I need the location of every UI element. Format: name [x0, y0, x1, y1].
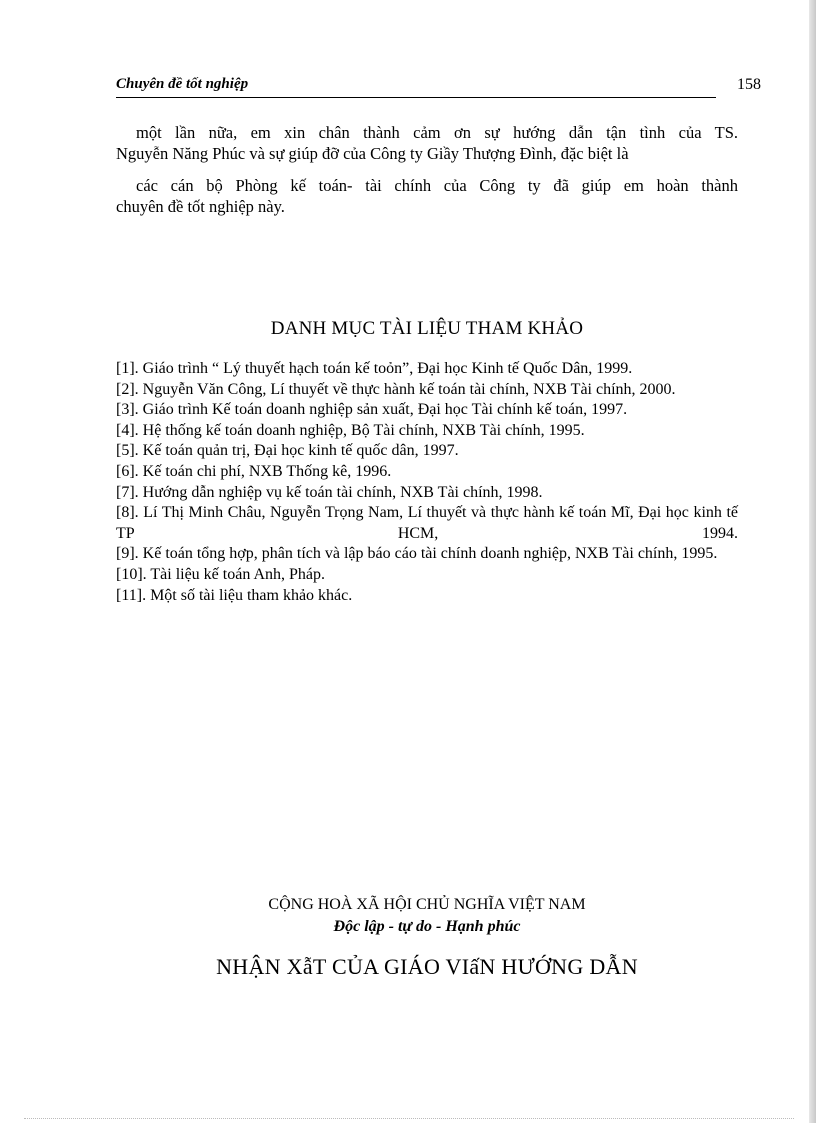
reference-item: [5]. Kế toán quản trị, Đại học kinh tế quốc dân, 1997. — [116, 442, 459, 460]
reference-item: [2]. Nguyễn Văn Công, Lí thuyết về thực hành kế toán tài chính, NXB Tài chính, 2000. — [116, 380, 676, 398]
reference-item: [8]. Lí Thị Minh Châu, Nguyễn Trọng Nam, Lí thuyết và thực hành kế toán Mĩ, Đại học kinh tế TP HCM, 1994. — [116, 504, 738, 542]
references-list — [116, 359, 738, 606]
paragraph-line: Nguyễn Năng Phúc và sự giúp đỡ của Công ty Giầy Thượng Đình, đặc biệt là — [116, 144, 629, 163]
acknowledgement-paragraph-1 — [116, 122, 738, 164]
republic-title: CỘNG HOÀ XÃ HỘI CHỦ NGHĨA VIỆT NAM — [268, 896, 586, 913]
reference-item: [3]. Giáo trình Kế toán doanh nghiệp sản xuất, Đại học Tài chính kế toán, 1997. — [116, 401, 628, 419]
page-edge-shadow — [809, 0, 816, 1123]
advisor-comment-heading: NHẬN XẫT CỦA GIÁO VIấN HƯỚNG DẪN — [216, 954, 638, 979]
running-header-title: Chuyên đề tốt nghiệp — [116, 76, 249, 92]
acknowledgement-paragraph-2 — [116, 175, 738, 217]
reference-item: [10]. Tài liệu kế toán Anh, Pháp. — [116, 565, 325, 583]
reference-item: [7]. Hướng dẫn nghiệp vụ kế toán tài chính, NXB Tài chính, 1998. — [116, 483, 543, 501]
national-motto: Độc lập - tự do - Hạnh phúc — [333, 918, 521, 935]
references-title: DANH MỤC TÀI LIỆU THAM KHẢO — [270, 318, 584, 339]
page-number: 158 — [737, 76, 761, 93]
reference-item: [6]. Kế toán chi phí, NXB Thống kê, 1996. — [116, 462, 392, 480]
reference-item: [1]. Giáo trình “ Lý thuyết hạch toán kế toỏn”, Đại học Kinh tế Quốc Dân, 1999. — [116, 360, 633, 377]
paragraph-line: một lần nữa, em xin chân thành cảm ơn sự hướng dẫn tận tình của TS. — [136, 123, 738, 142]
reference-item: [4]. Hệ thống kế toán doanh nghiệp, Bộ Tài chính, NXB Tài chính, 1995. — [116, 421, 585, 439]
paragraph-line: các cán bộ Phòng kế toán- tài chính của Công ty đã giúp em hoàn thành — [136, 176, 738, 195]
header-divider — [116, 97, 716, 98]
paragraph-line: chuyên đề tốt nghiệp này. — [116, 197, 285, 216]
reference-item: [11]. Một số tài liệu tham khảo khác. — [116, 586, 353, 604]
reference-item: [9]. Kế toán tổng hợp, phân tích và lập báo cáo tài chính doanh nghiệp, NXB Tài chính, 1995. — [116, 545, 718, 563]
page-bottom-divider — [24, 1118, 794, 1119]
